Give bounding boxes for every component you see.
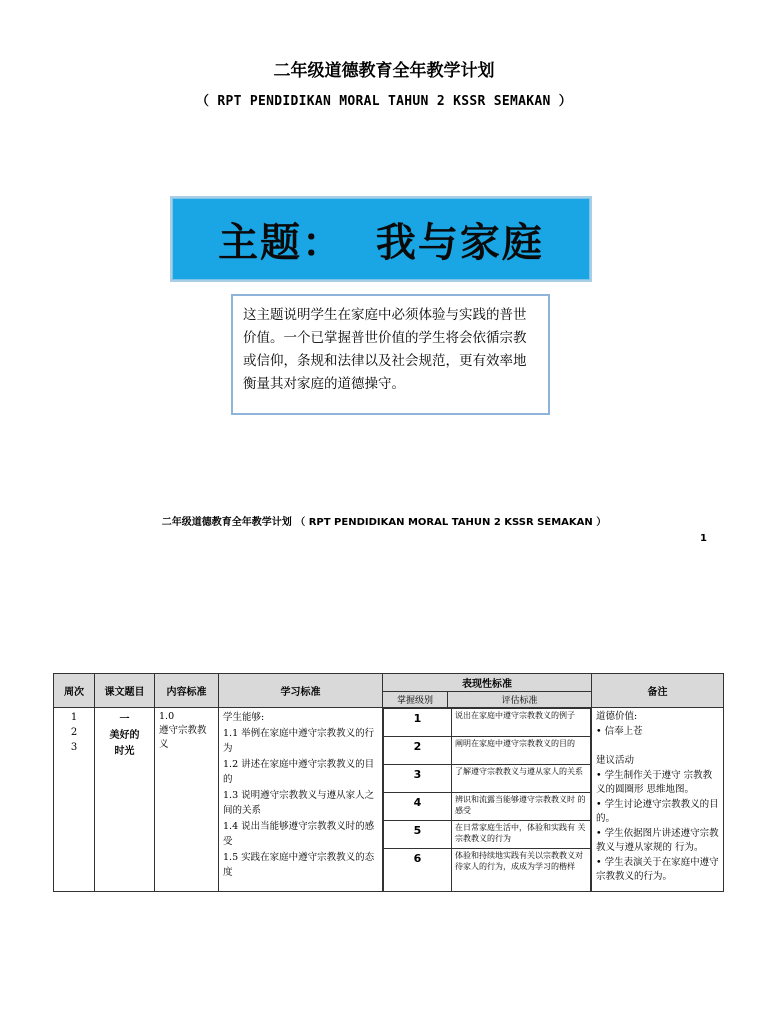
learning-standard-cell [219,708,383,892]
content-text: 遵守宗教教义 [159,725,207,750]
theme-banner-text: 主题： 我与家庭 [218,218,544,266]
topic-title-line: 美好的 [109,730,140,741]
week-number: 2 [70,727,78,738]
week-number: 3 [70,742,78,753]
criteria-text: 说出在家庭中遵守宗教教义的例子 [452,709,591,737]
header-notes: 备注 [592,674,724,708]
notes-cell [592,708,724,892]
performance-row [384,821,591,849]
learning-item: 1.2 讲述在家庭中遵守宗教教义的目的 [223,758,375,785]
learning-item: 1.3 说明遵守宗教教义与遵从家人之间的关系 [223,789,375,816]
performance-row [384,793,591,821]
document-title: 二年级道德教育全年教学计划 [273,61,495,81]
learning-item: 1.5 实践在家庭中遵守宗教教义的态度 [223,851,375,878]
week-number: 1 [70,712,78,723]
topic-title-line: 时光 [114,746,135,757]
performance-row [384,765,591,793]
theme-banner [170,196,592,282]
performance-cell [383,708,592,892]
mastery-level: 5 [384,821,452,849]
notes-activity-item: • 学生制作关于遵守 宗教教义的圆圈形 思维地图。 [596,769,713,795]
learning-item: 1.4 说出当能够遵守宗教教义时的感受 [223,820,375,847]
mastery-level: 6 [384,849,452,892]
mastery-level: 2 [384,737,452,765]
header-mastery-level: 掌握级别 [383,692,448,708]
mastery-level: 3 [384,765,452,793]
page-number: 1 [700,533,707,544]
header-criteria: 评估标准 [448,692,592,708]
week-cell [54,708,95,892]
lesson-plan-table [53,673,724,892]
header-performance-standard: 表现性标准 [383,674,592,692]
content-standard-cell [155,708,219,892]
mastery-level: 4 [384,793,452,821]
criteria-text: 在日常家庭生活中，体验和实践有 关宗教教义的行为 [452,821,591,849]
header-content-standard: 内容标准 [155,674,219,708]
notes-values-label: 道德价值: [596,711,638,722]
document-subtitle: （ RPT PENDIDIKAN MORAL TAHUN 2 KSSR SEMAKAN ） [195,94,573,109]
running-header: 二年级道德教育全年教学计划 （ RPT PENDIDIKAN MORAL TAHUN 2 KSSR SEMAKAN ） [161,517,607,528]
topic-cell [95,708,155,892]
mastery-level: 1 [384,709,452,737]
criteria-text: 了解遵守宗教教义与遵从家人的关系 [452,765,591,793]
topic-number: 一 [119,714,130,725]
notes-activity-item: • 学生表演关于在家庭中遵守宗教教义的行为。 [596,856,719,882]
notes-value-item: • 信奉上苍 [596,725,643,737]
notes-activities-label: 建议活动 [596,755,635,766]
header-learning-standard: 学习标准 [219,674,383,708]
learning-intro: 学生能够: [223,712,265,723]
criteria-text: 阐明在家庭中遵守宗教教义的目的 [452,737,591,765]
header-topic: 课文题目 [95,674,155,708]
performance-row [384,709,591,737]
content-code: 1.0 [159,711,175,722]
header-week: 周次 [54,674,95,708]
theme-description-text: 这主题说明学生在家庭中必须体验与实践的普世价值。一个已掌握普世价值的学生将会依循宗教或信仰，条规和法律以及社会规范，更有效率地衡量其对家庭的道德操守。 [243,307,527,392]
criteria-text: 辨识和流露当能够遵守宗教教义时 的感受 [452,793,591,821]
table-row [54,708,724,892]
notes-activity-item: • 学生讨论遵守宗教教义的目的。 [596,798,719,824]
performance-levels [383,708,591,891]
notes-activity-item: • 学生依据图片讲述遵守宗教教义与遵从家规的 行为。 [596,827,719,853]
performance-row [384,737,591,765]
performance-row [384,849,591,892]
criteria-text: 体验和持续地实践有关以宗教教义对待家人的行为，成成为学习的楷样 [452,849,591,892]
learning-item: 1.1 举例在家庭中遵守宗教教义的行为 [223,727,375,754]
theme-description-box [231,294,550,415]
